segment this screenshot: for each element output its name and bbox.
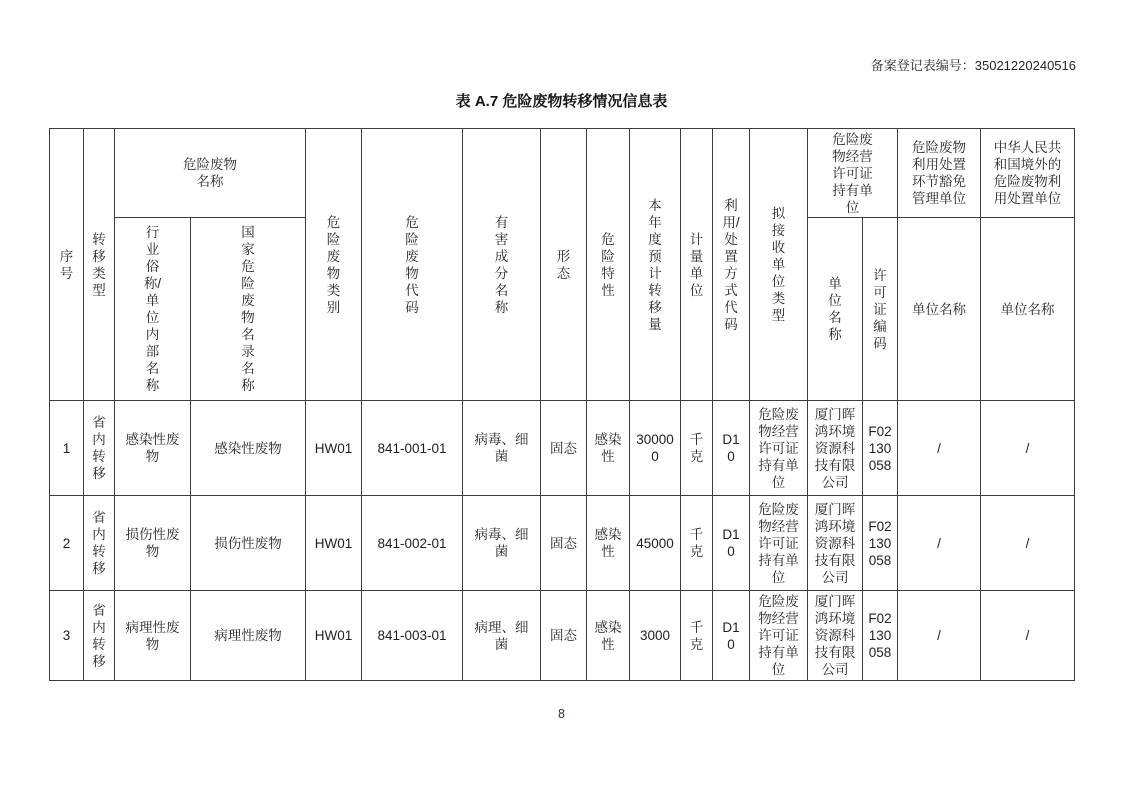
cell-disposal-code: D10	[713, 496, 750, 591]
cell-seq: 2	[50, 496, 84, 591]
cell-national-name: 病理性废物	[191, 591, 306, 681]
col-header-national-name: 国家危险废物名录名称	[191, 218, 306, 401]
cell-seq: 3	[50, 591, 84, 681]
cell-amount: 300000	[630, 401, 681, 496]
cell-receiver-type: 危险废物经营许可证持有单位	[750, 591, 808, 681]
col-group-exempt-unit: 危险废物利用处置环节豁免管理单位	[898, 129, 981, 218]
col-header-license-code: 许可证编码	[863, 218, 898, 401]
cell-abroad-unit: /	[981, 591, 1075, 681]
col-header-unit: 计量单位	[681, 129, 713, 401]
cell-form: 固态	[541, 591, 587, 681]
cell-national-name: 损伤性废物	[191, 496, 306, 591]
cell-exempt-unit: /	[898, 591, 981, 681]
col-header-abroad-name: 单位名称	[981, 218, 1075, 401]
cell-exempt-unit: /	[898, 496, 981, 591]
table-row	[50, 496, 1075, 591]
cell-transfer-type: 省内转移	[84, 401, 115, 496]
cell-industry-name: 损伤性废物	[115, 496, 191, 591]
col-header-seq: 序号	[50, 129, 84, 401]
cell-category: HW01	[306, 591, 362, 681]
table-row	[50, 591, 1075, 681]
col-header-receiver-type: 拟接收单位类型	[750, 129, 808, 401]
cell-transfer-type: 省内转移	[84, 496, 115, 591]
col-header-annual-amount: 本年度预计转移量	[630, 129, 681, 401]
col-header-waste-code: 危险废物代码	[362, 129, 463, 401]
col-header-category: 危险废物类别	[306, 129, 362, 401]
cell-exempt-unit: /	[898, 401, 981, 496]
cell-amount: 45000	[630, 496, 681, 591]
col-header-industry-name: 行业俗称/单位内部名称	[115, 218, 191, 401]
cell-category: HW01	[306, 496, 362, 591]
page-title: 表 A.7 危险废物转移情况信息表	[455, 93, 668, 110]
cell-waste-code: 841-003-01	[362, 591, 463, 681]
cell-receiver-name: 厦门晖鸿环境资源科技有限公司	[808, 401, 863, 496]
cell-form: 固态	[541, 496, 587, 591]
cell-receiver-name: 厦门晖鸿环境资源科技有限公司	[808, 496, 863, 591]
registration-number: 备案登记表编号：35021220240516	[870, 58, 1076, 73]
cell-unit: 千克	[681, 496, 713, 591]
hazardous-waste-transfer-table	[49, 128, 1075, 681]
cell-abroad-unit: /	[981, 496, 1075, 591]
cell-waste-code: 841-002-01	[362, 496, 463, 591]
col-group-abroad-unit: 中华人民共和国境外的危险废物利用处置单位	[981, 129, 1075, 218]
cell-industry-name: 感染性废物	[115, 401, 191, 496]
cell-unit: 千克	[681, 591, 713, 681]
cell-category: HW01	[306, 401, 362, 496]
col-group-waste-name: 危险废物名称	[115, 129, 306, 218]
cell-unit: 千克	[681, 401, 713, 496]
col-header-holder-name: 单位名称	[808, 218, 863, 401]
cell-hazard: 感染性	[587, 401, 630, 496]
cell-hazard: 感染性	[587, 591, 630, 681]
cell-receiver-type: 危险废物经营许可证持有单位	[750, 496, 808, 591]
cell-form: 固态	[541, 401, 587, 496]
cell-hazard: 感染性	[587, 496, 630, 591]
col-header-disposal-code: 利用/处置方式代码	[713, 129, 750, 401]
cell-license: F02130058	[863, 401, 898, 496]
col-header-harmful-component: 有害成分名称	[463, 129, 541, 401]
cell-receiver-type: 危险废物经营许可证持有单位	[750, 401, 808, 496]
header-row-groups	[50, 129, 1075, 218]
col-header-transfer-type: 转移类型	[84, 129, 115, 401]
cell-abroad-unit: /	[981, 401, 1075, 496]
cell-receiver-name: 厦门晖鸿环境资源科技有限公司	[808, 591, 863, 681]
cell-amount: 3000	[630, 591, 681, 681]
page-number: 8	[558, 707, 565, 721]
cell-seq: 1	[50, 401, 84, 496]
col-header-form: 形态	[541, 129, 587, 401]
cell-disposal-code: D10	[713, 591, 750, 681]
col-header-exempt-name: 单位名称	[898, 218, 981, 401]
cell-harmful: 病毒、细菌	[463, 496, 541, 591]
cell-transfer-type: 省内转移	[84, 591, 115, 681]
cell-harmful: 病理、细菌	[463, 591, 541, 681]
col-group-license-holder: 危险废物经营许可证持有单位	[808, 129, 898, 218]
cell-national-name: 感染性废物	[191, 401, 306, 496]
col-header-hazard-trait: 危险特性	[587, 129, 630, 401]
cell-harmful: 病毒、细菌	[463, 401, 541, 496]
cell-license: F02130058	[863, 496, 898, 591]
cell-license: F02130058	[863, 591, 898, 681]
cell-waste-code: 841-001-01	[362, 401, 463, 496]
cell-industry-name: 病理性废物	[115, 591, 191, 681]
cell-disposal-code: D10	[713, 401, 750, 496]
table-row	[50, 401, 1075, 496]
